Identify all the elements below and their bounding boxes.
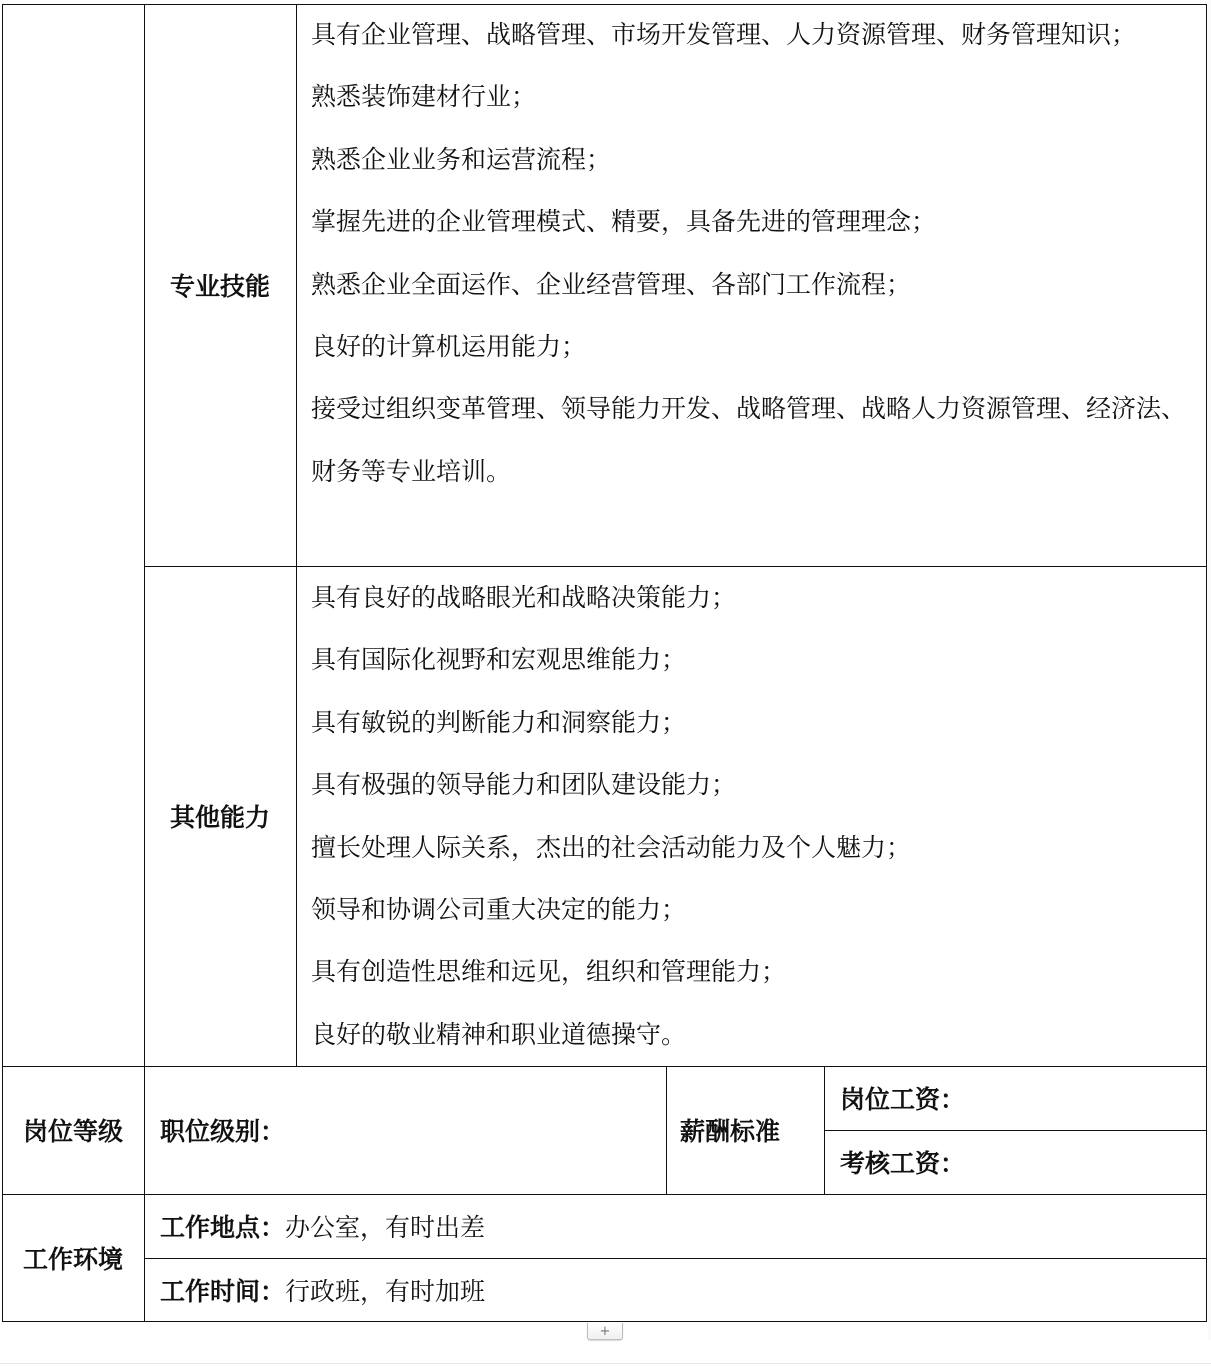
skills-item: 熟悉装饰建材行业； — [311, 82, 537, 112]
ability-item: 擅长处理人际关系，杰出的社会活动能力及个人魅力； — [311, 832, 912, 862]
base-salary-label: 岗位工资： — [840, 1085, 966, 1114]
ability-item: 具有极强的领导能力和团队建设能力； — [311, 770, 737, 800]
work-location-value: 办公室，有时出差 — [285, 1213, 486, 1242]
editor-bottom-divider — [0, 1363, 1211, 1364]
job-level-label: 职位级别： — [160, 1117, 286, 1146]
work-hours-label: 工作时间： — [160, 1276, 286, 1306]
other-abilities-list — [311, 567, 911, 1066]
skills-item: 熟悉企业全面运作、企业经营管理、各部门工作流程； — [311, 269, 912, 299]
skills-item: 熟悉企业业务和运营流程； — [311, 144, 612, 174]
other-abilities-label: 其他能力 — [169, 803, 270, 832]
performance-salary-field[interactable] — [840, 1130, 965, 1194]
work-location-field — [160, 1194, 485, 1258]
work-environment-label: 工作环境 — [22, 1244, 123, 1274]
work-location-label: 工作地点： — [160, 1213, 286, 1242]
work-hours-field — [160, 1258, 485, 1321]
ability-item: 具有敏锐的判断能力和洞察能力； — [311, 707, 687, 737]
plus-icon: + — [599, 1323, 611, 1339]
add-row-button[interactable] — [587, 1323, 623, 1340]
job-level-field[interactable] — [160, 1066, 285, 1194]
skills-item: 良好的计算机运用能力； — [311, 331, 587, 361]
ability-item: 良好的敬业精神和职业道德操守。 — [311, 1019, 687, 1049]
skills-item: 具有企业管理、战略管理、市场开发管理、人力资源管理、财务管理知识； — [311, 20, 1137, 49]
skills-item: 接受过组织变革管理、领导能力开发、战略管理、战略人力资源管理、经济法、财务等专业培训。 — [311, 394, 1187, 486]
table-right-border — [1206, 4, 1207, 1322]
position-grade-label: 岗位等级 — [22, 1117, 123, 1146]
ability-item: 领导和协调公司重大决定的能力； — [311, 894, 687, 924]
ability-item: 具有良好的战略眼光和战略决策能力； — [311, 583, 737, 612]
salary-standard-label: 薪酬标准 — [680, 1117, 781, 1146]
skills-label: 专业技能 — [169, 272, 270, 301]
base-salary-field[interactable] — [840, 1066, 965, 1130]
table-bottom-border — [2, 1321, 1207, 1322]
ability-item: 具有国际化视野和宏观思维能力； — [311, 645, 687, 675]
skills-list — [311, 4, 1196, 503]
performance-salary-label: 考核工资： — [840, 1149, 966, 1178]
col-divider-2 — [296, 4, 297, 1066]
work-hours-value: 行政班，有时加班 — [285, 1276, 486, 1306]
skills-item: 掌握先进的企业管理模式、精要，具备先进的管理理念； — [311, 207, 937, 237]
col-divider-salary — [824, 1066, 825, 1194]
ability-item: 具有创造性思维和远见，组织和管理能力； — [311, 957, 787, 987]
